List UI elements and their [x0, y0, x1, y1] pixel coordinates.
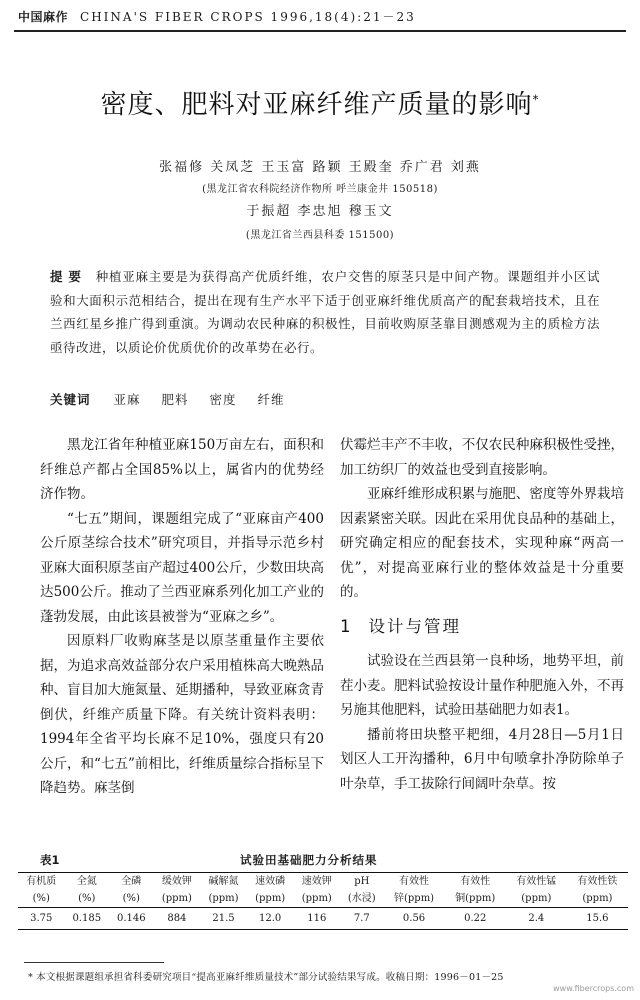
table-cell: 116 — [293, 908, 340, 930]
section-heading — [340, 615, 624, 640]
keyword: 纤维 — [257, 392, 285, 407]
table-header-row — [18, 873, 628, 891]
column-header: 全氮 — [65, 873, 110, 891]
table-cell: 15.6 — [567, 908, 628, 930]
column-unit: 锌(ppm) — [383, 890, 444, 908]
table-cell: 0.185 — [65, 908, 110, 930]
affiliation-1: (黑龙江省农科院经济作物所 呼兰康金井 150518) — [202, 184, 438, 195]
table-cell: 0.22 — [445, 908, 506, 930]
column-unit: (ppm) — [154, 890, 201, 908]
abstract-label: 提 要 — [50, 269, 82, 284]
soil-fertility-table — [18, 872, 628, 930]
column-unit: (ppm) — [200, 890, 247, 908]
column-header: 有效性 — [445, 873, 506, 891]
table-title: 试验田基础肥力分析结果 — [240, 853, 378, 867]
table-cell: 12.0 — [247, 908, 294, 930]
column-unit: (ppm) — [567, 890, 628, 908]
journal-name-en-volume: CHINA'S FIBER CROPS 1996,18(4):21－23 — [80, 10, 416, 24]
abstract — [50, 265, 600, 359]
keywords-label: 关键词 — [50, 392, 91, 407]
keyword: 肥料 — [161, 392, 189, 407]
authors-group-2: 于振超 李忠旭 穆玉文 — [246, 204, 394, 219]
footnote-rule — [24, 962, 164, 963]
keyword: 密度 — [209, 392, 237, 407]
column-header: 有效性铁 — [567, 873, 628, 891]
body-paragraph: 试验设在兰西县第一良种场，地势平坦，前茬小麦。肥料试验按设计量作种肥施入外，不再另施其他肥料，试验田基础肥力如表1。 — [340, 653, 624, 718]
column-header: pH — [340, 873, 383, 891]
table-caption — [40, 852, 600, 870]
journal-name-cn: 中国麻作 — [18, 10, 69, 24]
keyword: 亚麻 — [113, 392, 141, 407]
watermark: www.fibercrops.com — [553, 984, 634, 993]
column-unit: (水浸) — [340, 890, 383, 908]
column-unit: (%) — [65, 890, 110, 908]
body-paragraph-continued: 伏霉烂丰产不丰收，不仅农民种麻积极性受挫，加工纺织厂的效益也受到直接影响。 — [340, 437, 624, 478]
table-cell: 884 — [154, 908, 201, 930]
body-paragraph: 因原料厂收购麻茎是以原茎重量作主要依据，为追求高效益部分农户采用植株高大晚熟品种、盲目加大施氮量、延期播种，导致亚麻贪青倒伏，纤维产质量下降。有关统计资料表明：1994年全省平均长麻不足10%，强度只有20公斤，和“七五”前相比，纤维质量综合指标呈下降趋势。麻茎倒 — [40, 633, 324, 796]
column-unit: (%) — [109, 890, 154, 908]
body-column-right — [340, 433, 624, 796]
table-unit-row — [18, 890, 628, 908]
body-paragraph: 播前将田块整平耙细，4月28日—5月1日划区人工开沟播种，6月中旬喷拿扑净防除单子叶杂草，手工拔除行间阔叶杂草。按 — [340, 726, 624, 792]
column-header: 速效钾 — [293, 873, 340, 891]
table-cell: 7.7 — [340, 908, 383, 930]
section-number: 1 — [340, 616, 353, 636]
keywords — [50, 390, 600, 408]
body-paragraph: 黑龙江省年种植亚麻150万亩左右，面积和纤维总产都占全国85%以上，属省内的优势经济作物。 — [40, 437, 324, 502]
body-paragraph: 亚麻纤维形成积累与施肥、密度等外界栽培因素紧密关联。因此在采用优良品种的基础上，研究确定相应的配套技术，实现种麻“两高一优”，对提高亚麻行业的整体效益是十分重要的。 — [340, 486, 624, 600]
header-rule — [14, 30, 626, 32]
paper-title — [20, 84, 620, 121]
column-header: 碱解氮 — [200, 873, 247, 891]
column-header: 有效性 — [383, 873, 444, 891]
table-cell: 2.4 — [506, 908, 567, 930]
column-unit: (ppm) — [506, 890, 567, 908]
affiliation-2: (黑龙江省兰西县科委 151500) — [245, 230, 395, 241]
section-title: 设计与管理 — [368, 616, 461, 636]
table-label: 表1 — [40, 853, 60, 867]
table-cell: 3.75 — [18, 908, 65, 930]
column-unit: (%) — [18, 890, 65, 908]
authors-group-1: 张福修 关凤芝 王玉富 路颖 王殿奎 乔广君 刘燕 — [159, 160, 481, 175]
table-cell: 0.56 — [383, 908, 444, 930]
title-footnote-mark: * — [532, 92, 540, 107]
table-cell: 0.146 — [109, 908, 154, 930]
body-column-left — [40, 433, 324, 801]
paper-title-text: 密度、肥料对亚麻纤维产质量的影响 — [100, 90, 533, 120]
column-header: 全磷 — [109, 873, 154, 891]
column-header: 速效磷 — [247, 873, 294, 891]
column-unit: (ppm) — [247, 890, 294, 908]
running-head — [18, 8, 618, 28]
body-paragraph: “七五”期间，课题组完成了“亚麻亩产400公斤原茎综合技术”研究项目，并指导示范乡村亚麻大面积原茎亩产超过400公斤，少数田块高达500公斤。推动了兰西亚麻系列化加工产业的蓬勃发展，由此该县被誉为“亚麻之乡”。 — [40, 510, 324, 625]
column-header: 缓效钾 — [154, 873, 201, 891]
table-cell: 21.5 — [200, 908, 247, 930]
column-unit: 铜(ppm) — [445, 890, 506, 908]
table-row — [18, 908, 628, 930]
column-header: 有效性锰 — [506, 873, 567, 891]
column-unit: (ppm) — [293, 890, 340, 908]
footnote: * 本文根据课题组承担省科委研究项目“提高亚麻纤维质量技术”部分试验结果写成。收稿日期：1996－01－25 — [28, 972, 504, 983]
column-header: 有机质 — [18, 873, 65, 891]
abstract-text: 种植亚麻主要是为获得高产优质纤维，农户交售的原茎只是中间产物。课题组并小区试验和大面积示范相结合，提出在现有生产水平下适于创亚麻纤维优质高产的配套栽培技术，且在兰西红星乡推广得到重演。为调动农民种麻的积极性，目前收购原茎靠目测感观为主的质检方法亟待改进，以质论价优质优价的改革势在必行。 — [50, 269, 600, 355]
